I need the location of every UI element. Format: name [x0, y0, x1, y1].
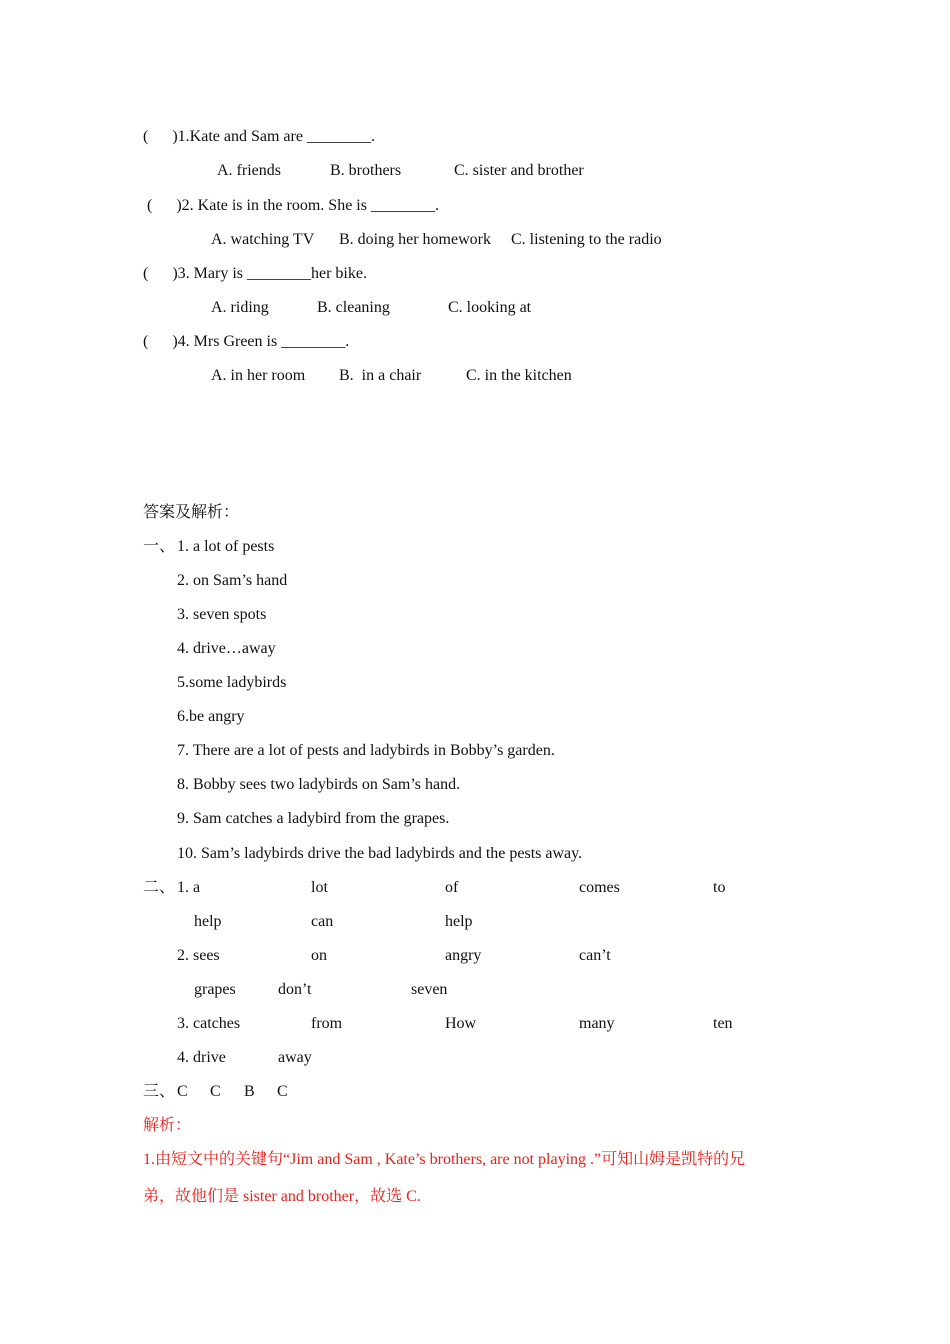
part2-word: many — [579, 1015, 615, 1032]
part2-word: lot — [311, 879, 328, 896]
part2-word: How — [445, 1015, 477, 1032]
part1-item: 9. Sam catches a ladybird from the grapes. — [177, 810, 450, 827]
part1-item: 8. Bobby sees two ladybirds on Sam’s hand. — [177, 776, 461, 793]
part1-item: 6.be angry — [177, 708, 245, 725]
part2-word: don’t — [278, 981, 312, 998]
question-4-option-b: B. in a chair — [339, 367, 422, 384]
part1-item: 3. seven spots — [177, 606, 267, 623]
analysis-line-1: 1.由短文中的关键句“Jim and Sam , Kate’s brothers, are not playing .”可知山姆是凯特的兄 — [143, 1151, 746, 1168]
part1-item: 4. drive…away — [177, 640, 276, 657]
part3-answer: C — [177, 1083, 188, 1100]
part2-word: from — [311, 1015, 343, 1032]
part1-item: 7. There are a lot of pests and ladybirds in Bobby’s garden. — [177, 742, 555, 759]
part3-answer: B — [244, 1083, 255, 1100]
part2-word: help — [445, 913, 473, 930]
part2-word: help — [194, 913, 222, 930]
question-1-option-b: B. brothers — [330, 162, 402, 179]
part2-word: 3. catches — [177, 1015, 241, 1032]
part3-answer: C — [277, 1083, 288, 1100]
question-3-stem: ( )3. Mary is ________her bike. — [143, 265, 367, 282]
part2-label: 二、 — [143, 879, 176, 896]
analysis-line-2: 弟，故他们是 sister and brother，故选 C. — [143, 1188, 421, 1205]
part2-word: can — [311, 913, 334, 930]
part2-word: 1. a — [177, 879, 201, 896]
part1-item: 1. a lot of pests — [177, 538, 275, 555]
question-4-option-c: C. in the kitchen — [466, 367, 572, 384]
question-2-stem: ( )2. Kate is in the room. She is ________. — [147, 197, 439, 214]
question-2-option-b: B. doing her homework — [339, 231, 491, 248]
part2-word: grapes — [194, 981, 236, 998]
part2-word: on — [311, 947, 327, 964]
analysis-heading: 解析： — [143, 1117, 192, 1134]
part1-item: 10. Sam’s ladybirds drive the bad ladybirds and the pests away. — [177, 845, 583, 862]
part1-item: 2. on Sam’s hand — [177, 572, 288, 589]
part2-word: 2. sees — [177, 947, 220, 964]
part1-item: 5.some ladybirds — [177, 674, 287, 691]
part2-word: can’t — [579, 947, 611, 964]
part1-label: 一、 — [143, 538, 176, 555]
part2-word: 4. drive — [177, 1049, 226, 1066]
question-4-option-a: A. in her room — [211, 367, 306, 384]
part2-word: ten — [713, 1015, 733, 1032]
part3-answer: C — [210, 1083, 221, 1100]
part2-word: to — [713, 879, 726, 896]
question-3-option-c: C. looking at — [448, 299, 532, 316]
question-1-option-a: A. friends — [217, 162, 281, 179]
answers-heading: 答案及解析： — [143, 504, 240, 521]
question-1-stem: ( )1.Kate and Sam are ________. — [143, 128, 375, 145]
question-4-stem: ( )4. Mrs Green is ________. — [143, 333, 350, 350]
part3-label: 三、 — [143, 1083, 176, 1100]
part2-word: of — [445, 879, 459, 896]
question-2-option-a: A. watching TV — [211, 231, 315, 248]
part2-word: angry — [445, 947, 482, 964]
question-2-option-c: C. listening to the radio — [511, 231, 662, 248]
part2-word: seven — [411, 981, 448, 998]
question-3-option-b: B. cleaning — [317, 299, 390, 316]
question-1-option-c: C. sister and brother — [454, 162, 584, 179]
question-3-option-a: A. riding — [211, 299, 269, 316]
part2-word: comes — [579, 879, 620, 896]
part2-word: away — [278, 1049, 312, 1066]
